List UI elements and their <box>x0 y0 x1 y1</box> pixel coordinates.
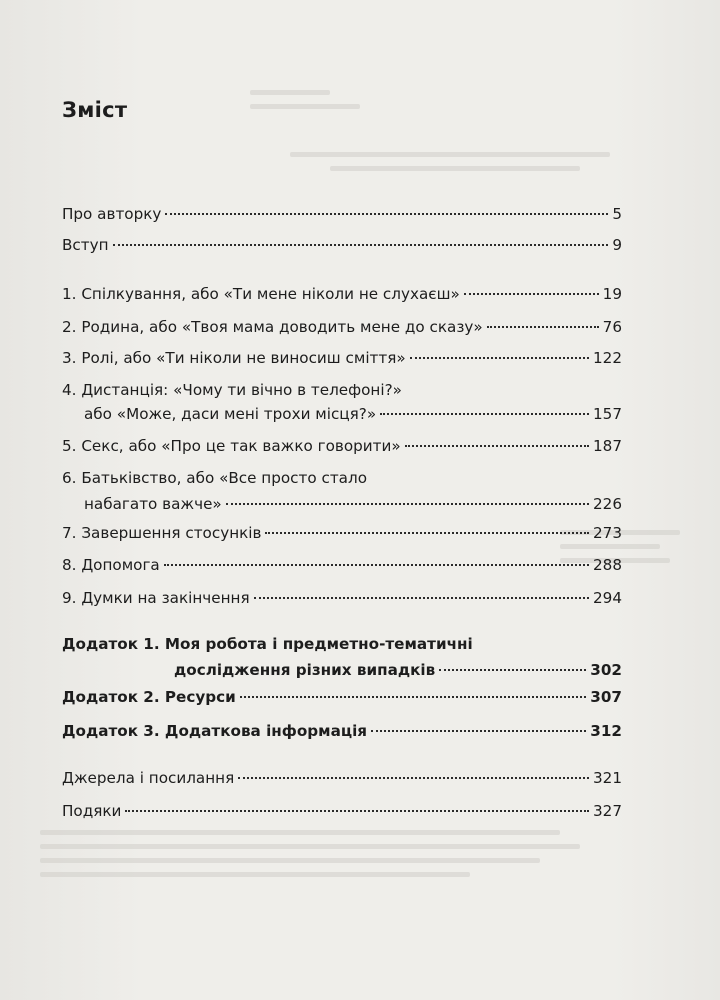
toc-entry-label: Подяки <box>62 802 122 820</box>
toc-entry-chapter-2[interactable] <box>62 318 622 337</box>
toc-entry-appendix-2[interactable] <box>62 688 622 707</box>
toc-page-number: 76 <box>602 318 622 336</box>
leader-dots <box>238 777 589 779</box>
toc-page-number: 312 <box>590 722 622 740</box>
toc-entry-label: Про авторку <box>62 205 162 223</box>
leader-dots <box>125 810 589 812</box>
leader-dots <box>439 669 586 671</box>
leader-dots <box>164 564 589 566</box>
toc-page-number: 9 <box>612 236 622 254</box>
leader-dots <box>371 730 586 732</box>
toc-page-number: 327 <box>593 802 622 820</box>
toc-entry-label-continued: дослідження різних випадків <box>174 661 436 679</box>
toc-entry-references[interactable] <box>62 769 622 788</box>
toc-entry-label: 4. Дистанція: «Чому ти вічно в телефоні?» <box>62 381 402 399</box>
toc-entry-chapter-7[interactable] <box>62 524 622 543</box>
leader-dots <box>265 532 589 534</box>
toc-entry-label: Додаток 2. Ресурси <box>62 688 236 706</box>
toc-page-number: 122 <box>593 349 622 367</box>
toc-page-number: 5 <box>612 205 622 223</box>
toc-page-number: 273 <box>593 524 622 542</box>
toc-entry-label: 3. Ролі, або «Ти ніколи не виносиш сміття» <box>62 349 406 367</box>
toc-entry-chapter-9[interactable] <box>62 589 622 608</box>
toc-entry-label-continued: або «Може, даси мені трохи місця?» <box>84 405 377 423</box>
leader-dots <box>380 413 589 415</box>
leader-dots <box>254 597 589 599</box>
toc-entry-chapter-6[interactable] <box>62 469 622 514</box>
toc-entry-chapter-1[interactable] <box>62 285 622 304</box>
toc-entry-label: Додаток 1. Моя робота і предметно-тематичні <box>62 635 473 653</box>
toc-page-number: 288 <box>593 556 622 574</box>
toc-entry-appendix-1[interactable] <box>62 635 622 680</box>
toc-page-number: 226 <box>593 495 622 513</box>
leader-dots <box>113 244 609 246</box>
leader-dots <box>226 503 589 505</box>
show-through-top <box>250 90 370 118</box>
toc-entry-label: 2. Родина, або «Твоя мама доводить мене до сказу» <box>62 318 483 336</box>
leader-dots <box>405 445 589 447</box>
toc-page-number: 307 <box>590 688 622 706</box>
leader-dots <box>410 357 589 359</box>
toc-page-number: 19 <box>602 285 622 303</box>
leader-dots <box>464 293 599 295</box>
toc-entry-label: 7. Завершення стосунків <box>62 524 262 542</box>
toc-entry-label: Додаток 3. Додаткова інформація <box>62 722 368 740</box>
toc-page-number: 302 <box>590 661 622 679</box>
leader-dots <box>165 213 608 215</box>
toc-entry-label: 6. Батьківство, або «Все просто стало <box>62 469 367 487</box>
toc-entry-intro[interactable] <box>62 236 622 255</box>
toc-entry-label-continued: набагато важче» <box>84 495 222 513</box>
leader-dots <box>240 696 587 698</box>
toc-title: Зміст <box>62 98 128 122</box>
toc-entry-label: 9. Думки на закінчення <box>62 589 250 607</box>
toc-entry-label: Вступ <box>62 236 109 254</box>
toc-entry-label: 1. Спілкування, або «Ти мене ніколи не слухаєш» <box>62 285 460 303</box>
toc-page-number: 321 <box>593 769 622 787</box>
toc-entry-chapter-4[interactable] <box>62 381 622 424</box>
toc-entry-label: 5. Секс, або «Про це так важко говорити» <box>62 437 401 455</box>
toc-entry-chapter-5[interactable] <box>62 437 622 456</box>
toc-page-number: 294 <box>593 589 622 607</box>
show-through-bottom <box>40 830 600 886</box>
toc-page-number: 157 <box>593 405 622 423</box>
toc-entry-acknowledgements[interactable] <box>62 802 622 821</box>
toc-entry-chapter-8[interactable] <box>62 556 622 575</box>
toc-entry-label: Джерела і посилання <box>62 769 235 787</box>
toc-page-number: 187 <box>593 437 622 455</box>
toc-entry-appendix-3[interactable] <box>62 722 622 741</box>
show-through-upper <box>290 152 620 180</box>
toc-entry-chapter-3[interactable] <box>62 349 622 368</box>
leader-dots <box>487 326 599 328</box>
toc-entry-about-author[interactable] <box>62 205 622 224</box>
toc-entry-label: 8. Допомога <box>62 556 160 574</box>
